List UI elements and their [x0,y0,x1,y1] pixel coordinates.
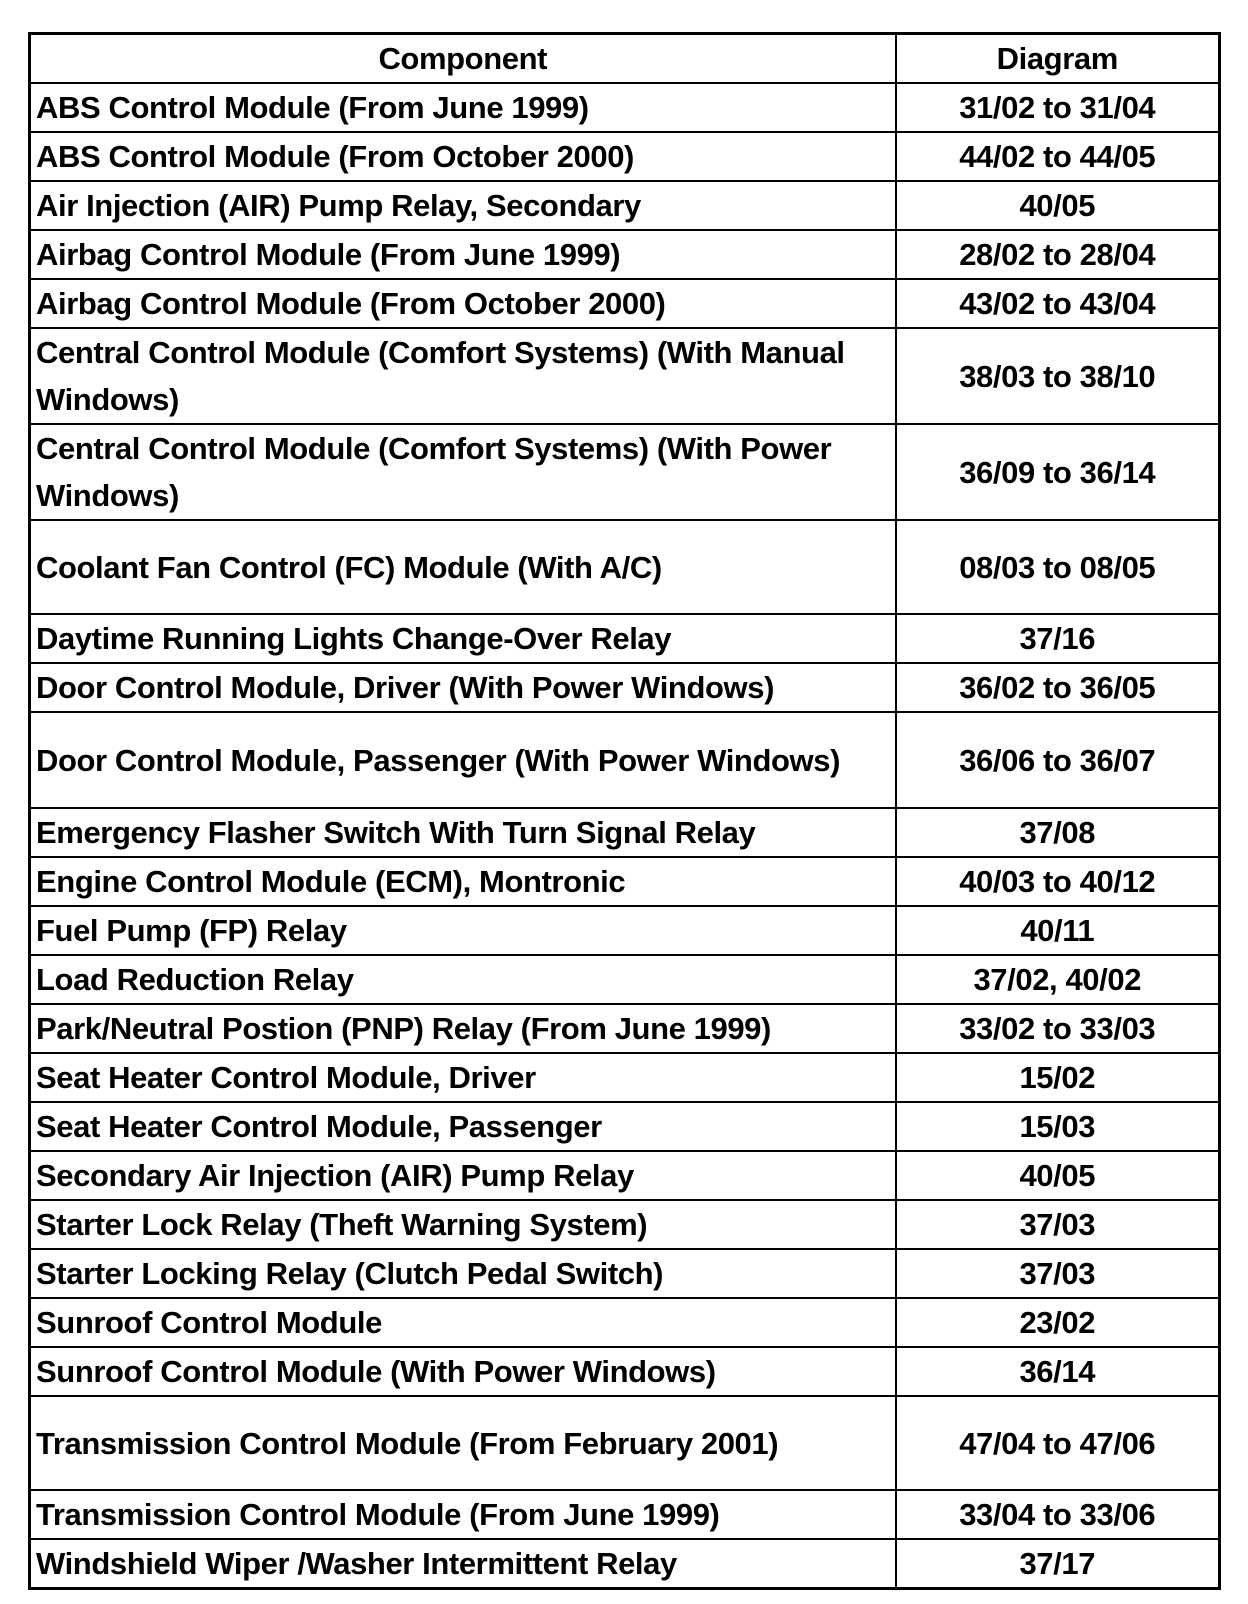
component-cell: ABS Control Module (From June 1999) [30,83,896,132]
component-cell: Windshield Wiper /Washer Intermittent Relay [30,1539,896,1589]
component-cell: ABS Control Module (From October 2000) [30,132,896,181]
diagram-cell: 15/03 [896,1102,1220,1151]
diagram-cell: 31/02 to 31/04 [896,83,1220,132]
component-cell: Starter Locking Relay (Clutch Pedal Switch) [30,1249,896,1298]
diagram-cell: 36/06 to 36/07 [896,712,1220,808]
diagram-cell: 37/16 [896,614,1220,663]
table-row [30,1347,1220,1396]
component-cell: Air Injection (AIR) Pump Relay, Secondary [30,181,896,230]
component-cell: Secondary Air Injection (AIR) Pump Relay [30,1151,896,1200]
component-cell: Door Control Module, Driver (With Power Windows) [30,663,896,712]
diagram-cell: 47/04 to 47/06 [896,1396,1220,1490]
diagram-cell: 40/05 [896,1151,1220,1200]
diagram-cell: 36/14 [896,1347,1220,1396]
component-cell: Starter Lock Relay (Theft Warning System) [30,1200,896,1249]
header-component: Component [30,34,896,84]
component-cell: Fuel Pump (FP) Relay [30,906,896,955]
diagram-cell: 37/03 [896,1249,1220,1298]
component-cell: Load Reduction Relay [30,955,896,1004]
table-row [30,424,1220,520]
table-row [30,1102,1220,1151]
diagram-cell: 40/03 to 40/12 [896,857,1220,906]
table-body [30,83,1220,1589]
diagram-cell: 37/08 [896,808,1220,857]
component-cell: Central Control Module (Comfort Systems) (With Power Windows) [30,424,896,520]
table-row [30,1200,1220,1249]
diagram-cell: 36/09 to 36/14 [896,424,1220,520]
diagram-cell: 37/02, 40/02 [896,955,1220,1004]
table-row [30,520,1220,614]
table-row [30,1396,1220,1490]
diagram-cell: 37/17 [896,1539,1220,1589]
table-row [30,614,1220,663]
table-row [30,279,1220,328]
table-row [30,955,1220,1004]
component-cell: Airbag Control Module (From June 1999) [30,230,896,279]
header-diagram: Diagram [896,34,1220,84]
table-row [30,906,1220,955]
table-row [30,1151,1220,1200]
component-cell: Daytime Running Lights Change-Over Relay [30,614,896,663]
diagram-cell: 33/04 to 33/06 [896,1490,1220,1539]
diagram-cell: 28/02 to 28/04 [896,230,1220,279]
table-row [30,230,1220,279]
diagram-cell: 40/05 [896,181,1220,230]
diagram-cell: 33/02 to 33/03 [896,1004,1220,1053]
component-cell: Door Control Module, Passenger (With Power Windows) [30,712,896,808]
diagram-cell: 08/03 to 08/05 [896,520,1220,614]
component-cell: Engine Control Module (ECM), Montronic [30,857,896,906]
component-cell: Sunroof Control Module (With Power Windows) [30,1347,896,1396]
component-cell: Park/Neutral Postion (PNP) Relay (From June 1999) [30,1004,896,1053]
table-row [30,1490,1220,1539]
component-cell: Seat Heater Control Module, Passenger [30,1102,896,1151]
table-header-row [30,34,1220,84]
diagram-cell: 40/11 [896,906,1220,955]
diagram-cell: 23/02 [896,1298,1220,1347]
table-row [30,663,1220,712]
component-cell: Airbag Control Module (From October 2000) [30,279,896,328]
component-cell: Seat Heater Control Module, Driver [30,1053,896,1102]
component-cell: Transmission Control Module (From June 1999) [30,1490,896,1539]
table-row [30,1249,1220,1298]
component-cell: Central Control Module (Comfort Systems) (With Manual Windows) [30,328,896,424]
diagram-cell: 43/02 to 43/04 [896,279,1220,328]
table-row [30,857,1220,906]
component-cell: Emergency Flasher Switch With Turn Signal Relay [30,808,896,857]
table-row [30,132,1220,181]
table-row [30,1298,1220,1347]
diagram-cell: 37/03 [896,1200,1220,1249]
table-row [30,181,1220,230]
table-row [30,1539,1220,1589]
component-cell: Transmission Control Module (From February 2001) [30,1396,896,1490]
component-cell: Coolant Fan Control (FC) Module (With A/C) [30,520,896,614]
component-diagram-table-container [28,32,1218,1590]
diagram-cell: 44/02 to 44/05 [896,132,1220,181]
diagram-cell: 38/03 to 38/10 [896,328,1220,424]
table-row [30,328,1220,424]
table-row [30,808,1220,857]
diagram-cell: 36/02 to 36/05 [896,663,1220,712]
diagram-cell: 15/02 [896,1053,1220,1102]
table-row [30,1053,1220,1102]
table-row [30,1004,1220,1053]
component-cell: Sunroof Control Module [30,1298,896,1347]
component-diagram-table [28,32,1221,1590]
table-row [30,712,1220,808]
table-row [30,83,1220,132]
